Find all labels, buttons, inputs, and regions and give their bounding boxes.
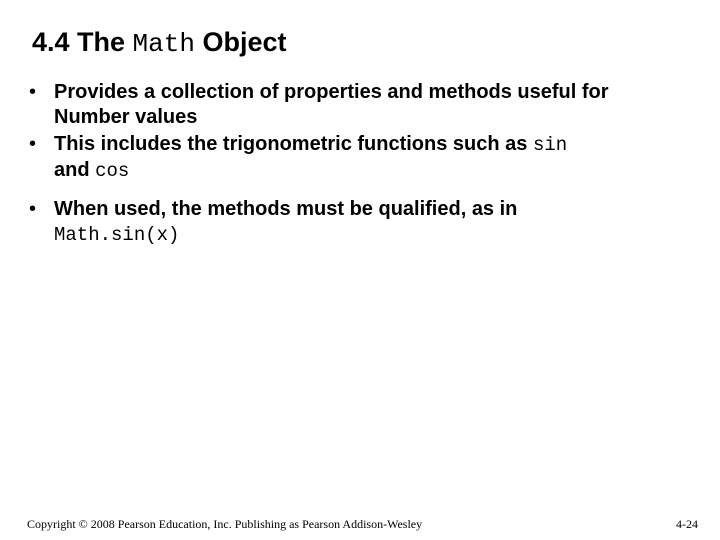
bullet-list (29, 80, 689, 248)
title-prefix: 4.4 The (32, 27, 133, 57)
bullet-item (29, 197, 689, 248)
bullet-icon: • (29, 133, 37, 155)
bullet-text-continued: and (54, 159, 96, 181)
bullet-item (29, 132, 689, 184)
title-suffix: Object (194, 27, 287, 57)
slide-title (32, 22, 287, 64)
bullet-text: This includes the trigonometric functions such as (54, 133, 533, 155)
footer-copyright: Copyright © 2008 Pearson Education, Inc. Publishing as Pearson Addison-Wesley (27, 517, 423, 531)
code-cos: cos (95, 160, 130, 182)
bullet-icon: • (29, 81, 37, 103)
bullet-text: When used, the methods must be qualified, as in (54, 198, 518, 220)
bullet-item (29, 80, 689, 130)
bullet-icon: • (29, 198, 37, 220)
title-code: Math (132, 29, 195, 59)
bullet-text: Provides a collection of properties and methods useful for Number values (54, 81, 609, 128)
page-number: 4-24 (676, 517, 698, 531)
code-sin: sin (532, 134, 568, 156)
code-math-sin: Math.sin(x) (54, 224, 180, 246)
